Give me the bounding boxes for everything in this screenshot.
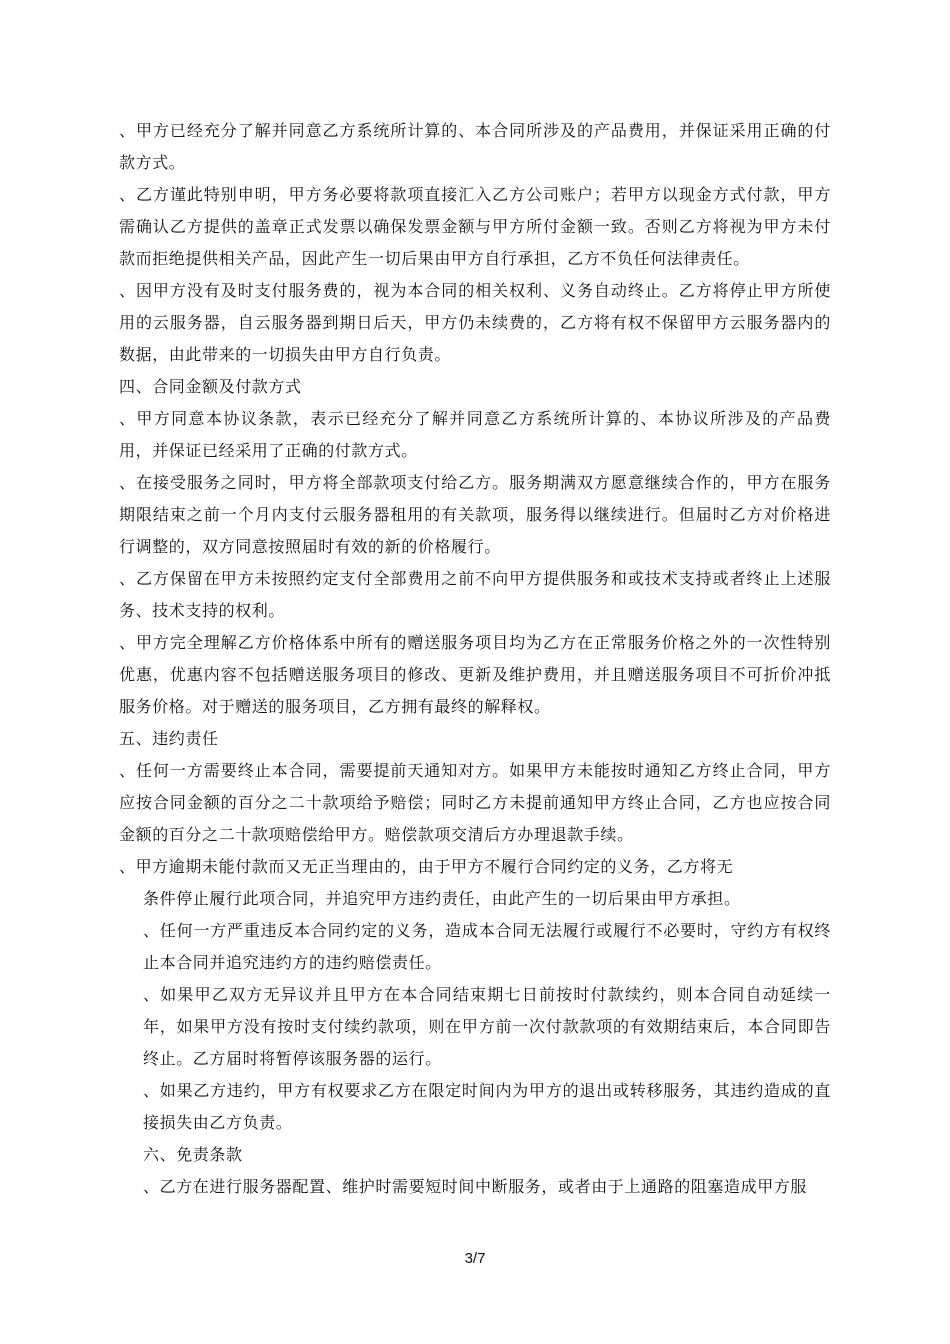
clause-paragraph: 、乙方谨此特别申明，甲方务必要将款项直接汇入乙方公司账户；若甲方以现金方式付款，甲方需确认乙方提供的盖章正式发票以确保发票金额与甲方所付金额一致。否则乙方将视为甲方未付款而拒绝提供相关产品，因此产生一切后果由甲方自行承担，乙方不负任何法律责任。 (119, 185, 831, 268)
clause-paragraph: 、任何一方严重违反本合同约定的义务，造成本合同无法履行或履行不必要时，守约方有权终止本合同并追究违约方的违约赔偿责任。 (143, 921, 831, 972)
clause-paragraph: 、如果乙方违约，甲方有权要求乙方在限定时间内为甲方的退出或转移服务，其违约造成的直接损失由乙方负责。 (143, 1081, 831, 1132)
clause-paragraph: 、如果甲乙双方无异议并且甲方在本合同结束期七日前按时付款续约，则本合同自动延续一年，如果甲方没有按时支付续约款项，则在甲方前一次付款款项的有效期结束后，本合同即告终止。乙方届时将暂停该服务器的运行。 (143, 985, 831, 1068)
section-heading: 五、违约责任 (119, 729, 219, 748)
clause-paragraph: 、甲方逾期未能付款而又无正当理由的，由于甲方不履行合同约定的义务，乙方将无 (119, 857, 734, 876)
page-number: 3/7 (464, 1250, 486, 1267)
clause-paragraph: 、任何一方需要终止本合同，需要提前天通知对方。如果甲方未能按时通知乙方终止合同，甲方应按合同金额的百分之二十款项给予赔偿；同时乙方未提前通知甲方终止合同，乙方也应按合同金额的百分之二十款项赔偿给甲方。赔偿款项交清后方办理退款手续。 (119, 761, 831, 844)
clause-paragraph: 、甲方完全理解乙方价格体系中所有的赠送服务项目均为乙方在正常服务价格之外的一次性特别优惠，优惠内容不包括赠送服务项目的修改、更新及维护费用，并且赠送服务项目不可折价冲抵服务价格。对于赠送的服务项目，乙方拥有最终的解释权。 (119, 633, 831, 716)
clause-paragraph: 、在接受服务之同时，甲方将全部款项支付给乙方。服务期满双方愿意继续合作的，甲方在服务期限结束之前一个月内支付云服务器租用的有关款项，服务得以继续进行。但届时乙方对价格进行调整的，双方同意按照届时有效的新的价格履行。 (119, 473, 831, 556)
clause-paragraph: 、甲方同意本协议条款，表示已经充分了解并同意乙方系统所计算的、本协议所涉及的产品费用，并保证已经采用了正确的付款方式。 (119, 409, 831, 460)
document-body (119, 115, 831, 1203)
clause-paragraph: 、因甲方没有及时支付服务费的，视为本合同的相关权利、义务自动终止。乙方将停止甲方所使用的云服务器，自云服务器到期日后天，甲方仍未续费的，乙方将有权不保留甲方云服务器内的数据，由此带来的一切损失由甲方自行负责。 (119, 281, 831, 364)
clause-paragraph: 、乙方保留在甲方未按照约定支付全部费用之前不向甲方提供服务和或技术支持或者终止上述服务、技术支持的权利。 (119, 569, 831, 620)
section-heading: 六、免责条款 (143, 1145, 243, 1164)
clause-paragraph: 、乙方在进行服务器配置、维护时需要短时间中断服务，或者由于上通路的阻塞造成甲方服 (143, 1177, 808, 1196)
clause-paragraph: 条件停止履行此项合同，并追究甲方违约责任，由此产生的一切后果由甲方承担。 (143, 889, 741, 908)
clause-paragraph: 、甲方已经充分了解并同意乙方系统所计算的、本合同所涉及的产品费用，并保证采用正确的付款方式。 (119, 121, 831, 172)
section-heading: 四、合同金额及付款方式 (119, 377, 302, 396)
